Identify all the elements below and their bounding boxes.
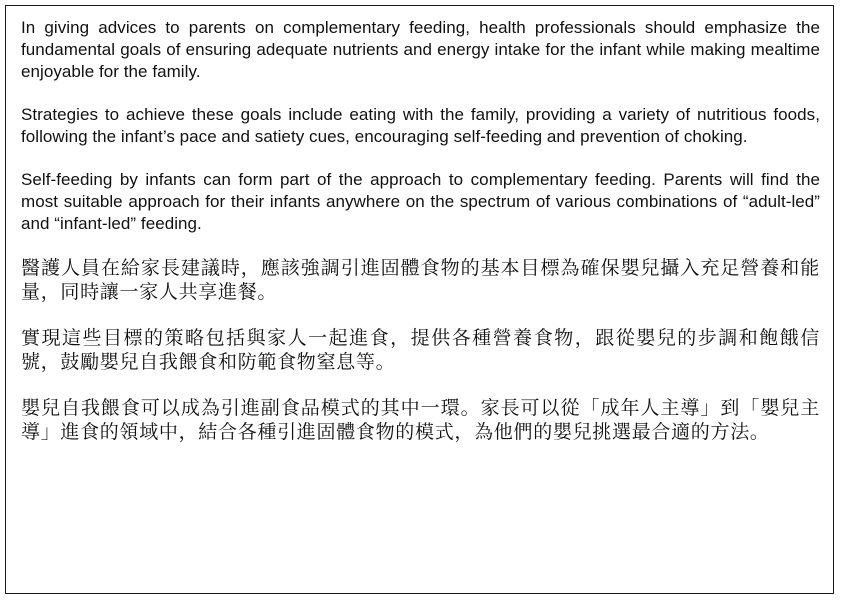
- paragraph-en-strategies: Strategies to achieve these goals include eating with the family, providing a variety of nutritious foods, following the infant’s pace and satiety cues, encouraging self-feeding and prevention of choking.: [21, 105, 820, 146]
- text-box-content: [21, 17, 820, 444]
- paragraph-en-self-feeding: Self-feeding by infants can form part of the approach to complementary feeding. Parents will find the most suitable approach for their infants anywhere on the spectrum of various combinations of “adult-led” and “infant-led” feeding.: [21, 170, 820, 233]
- paragraph-zh-self-feeding: 嬰兒自我餵食可以成為引進副食品模式的其中一環。家長可以從「成年人主導」到「嬰兒主導」進食的領域中，結合各種引進固體食物的模式，為他們的嬰兒挑選最合適的方法。: [21, 397, 820, 443]
- paragraph-en-goals: In giving advices to parents on complementary feeding, health professionals should emphasize the fundamental goals of ensuring adequate nutrients and energy intake for the infant while making mealtime enjoyable for the family.: [21, 18, 820, 81]
- paragraph-zh-strategies: 實現這些目標的策略包括與家人一起進食，提供各種營養食物，跟從嬰兒的步調和飽餓信號，鼓勵嬰兒自我餵食和防範食物窒息等。: [21, 327, 820, 373]
- paragraph-zh-goals: 醫護人員在給家長建議時，應該強調引進固體食物的基本目標為確保嬰兒攝入充足營養和能量，同時讓一家人共享進餐。: [21, 257, 820, 303]
- text-box: [5, 5, 834, 594]
